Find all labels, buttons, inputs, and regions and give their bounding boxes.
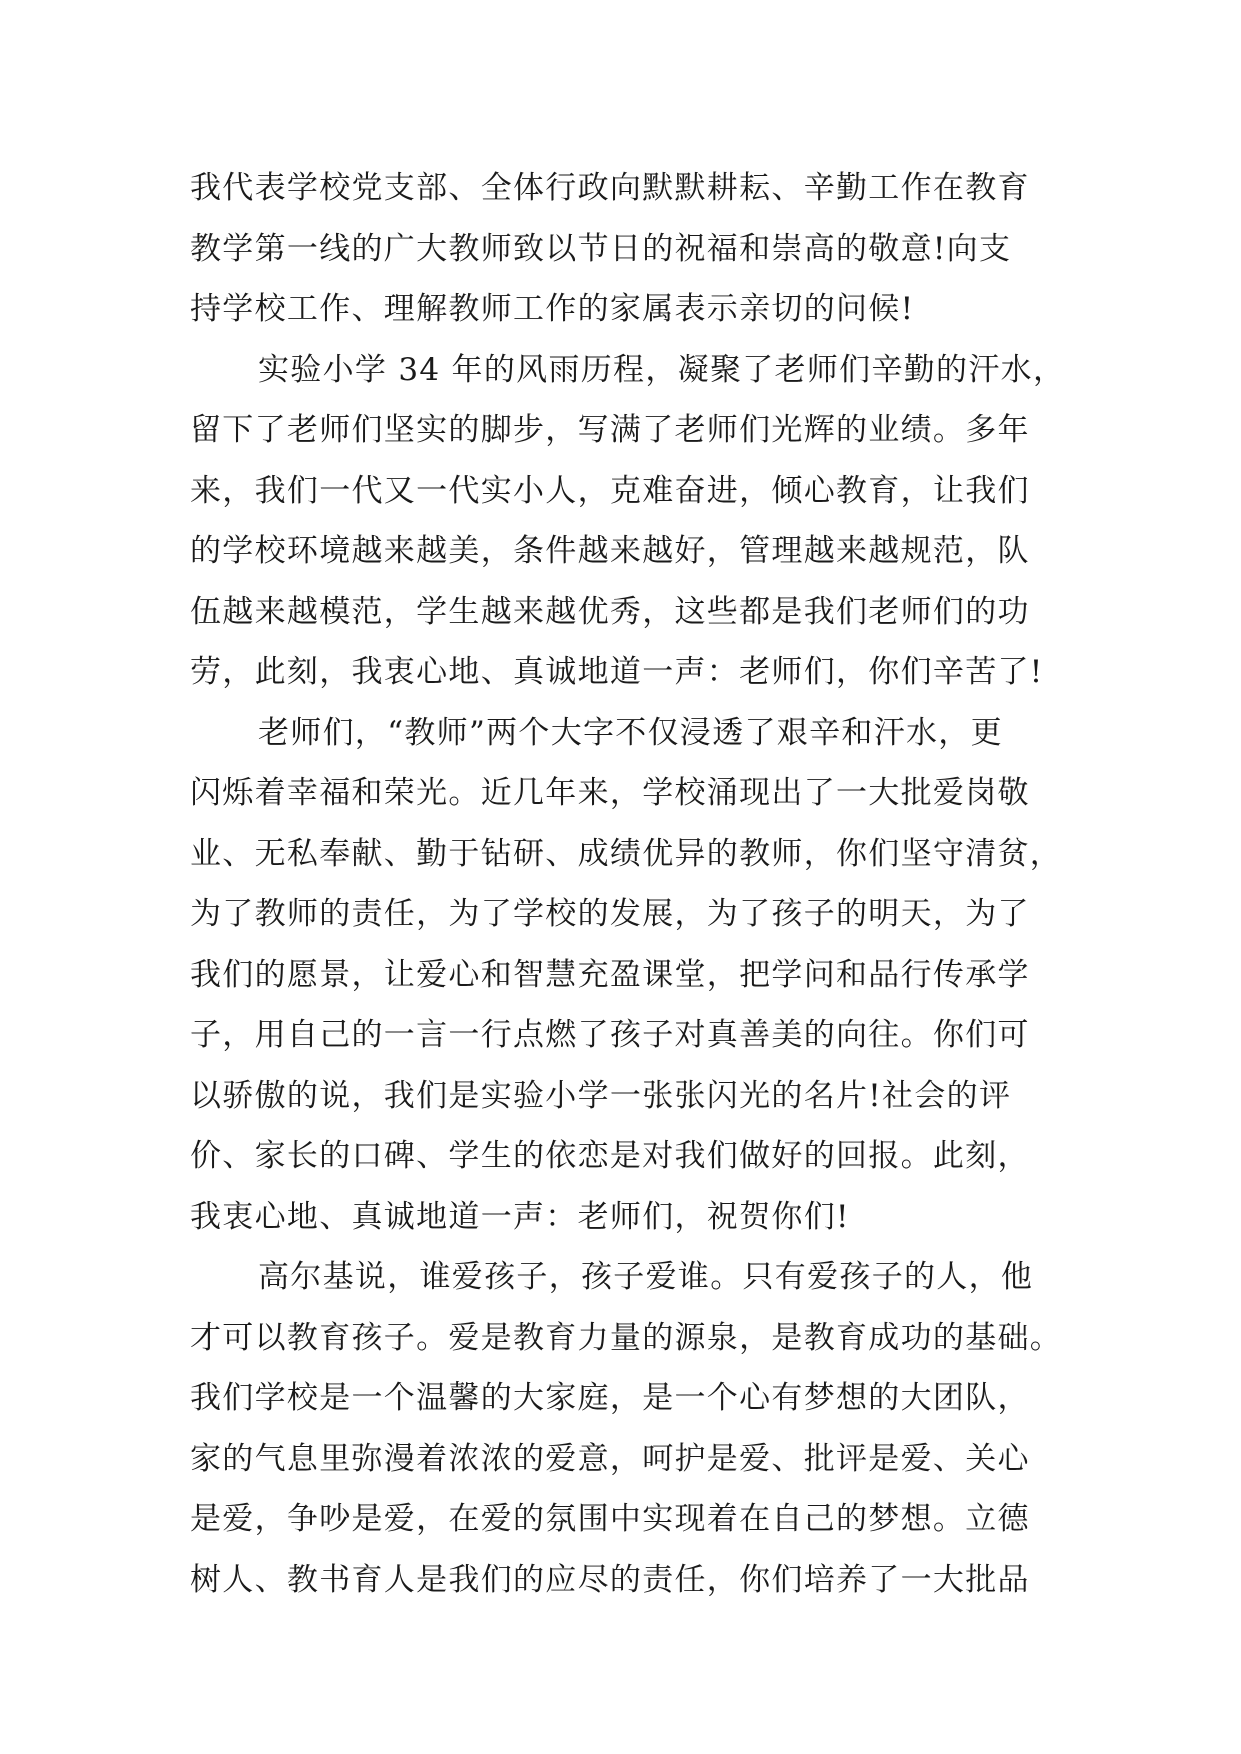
text-line: 才可以教育孩子。爱是教育力量的源泉，是教育成功的基础。 xyxy=(190,1319,1063,1356)
text-line: 来，我们一代又一代实小人，克难奋进，倾心教育，让我们 xyxy=(190,472,1030,509)
text-line: 留下了老师们坚实的脚步，写满了老师们光辉的业绩。多年 xyxy=(190,412,1030,448)
text-line: 树人、教书育人是我们的应尽的责任，你们培养了一大批品 xyxy=(190,1561,1030,1598)
text-line: 我们学校是一个温馨的大家庭，是一个心有梦想的大团队， xyxy=(190,1380,1030,1416)
text-line: 以骄傲的说，我们是实验小学一张张闪光的名片!社会的评 xyxy=(190,1077,1012,1114)
text-line: 持学校工作、理解教师工作的家属表示亲切的问候! xyxy=(190,291,915,327)
paragraph-first-line: 老师们，“教师”两个大字不仅浸透了艰辛和汗水，更 xyxy=(258,714,1003,751)
paragraph-first-line: 实验小学 34 年的风雨历程，凝聚了老师们辛勤的汗水， xyxy=(258,351,1066,388)
paragraph-first-line: 高尔基说，谁爱孩子，孩子爱谁。只有爱孩子的人，他 xyxy=(258,1259,1034,1295)
body-text xyxy=(190,158,1066,1610)
text-line: 为了教师的责任，为了学校的发展，为了孩子的明天，为了 xyxy=(190,896,1030,932)
text-line: 子，用自己的一言一行点燃了孩子对真善美的向往。你们可 xyxy=(190,1017,1030,1053)
text-line: 我代表学校党支部、全体行政向默默耕耘、辛勤工作在教育 xyxy=(190,170,1030,206)
text-line: 是爱，争吵是爱，在爱的氛围中实现着在自己的梦想。立德 xyxy=(190,1501,1030,1537)
text-line: 闪烁着幸福和荣光。近几年来，学校涌现出了一大批爱岗敬 xyxy=(190,775,1030,811)
text-line: 伍越来越模范，学生越来越优秀，这些都是我们老师们的功 xyxy=(190,593,1030,630)
text-line: 的学校环境越来越美，条件越来越好，管理越来越规范，队 xyxy=(190,533,1030,569)
text-line: 劳，此刻，我衷心地、真诚地道一声：老师们，你们辛苦了! xyxy=(190,654,1044,690)
text-line: 家的气息里弥漫着浓浓的爱意，呵护是爱、批评是爱、关心 xyxy=(190,1440,1030,1477)
text-line: 业、无私奉献、勤于钻研、成绩优异的教师，你们坚守清贫， xyxy=(190,835,1063,872)
text-line: 我们的愿景，让爱心和智慧充盈课堂，把学问和品行传承学 xyxy=(190,956,1030,993)
text-line: 我衷心地、真诚地道一声：老师们，祝贺你们! xyxy=(190,1198,850,1235)
text-line: 价、家长的口碑、学生的依恋是对我们做好的回报。此刻， xyxy=(190,1138,1030,1174)
text-line: 教学第一线的广大教师致以节日的祝福和崇高的敬意!向支 xyxy=(190,230,1012,267)
